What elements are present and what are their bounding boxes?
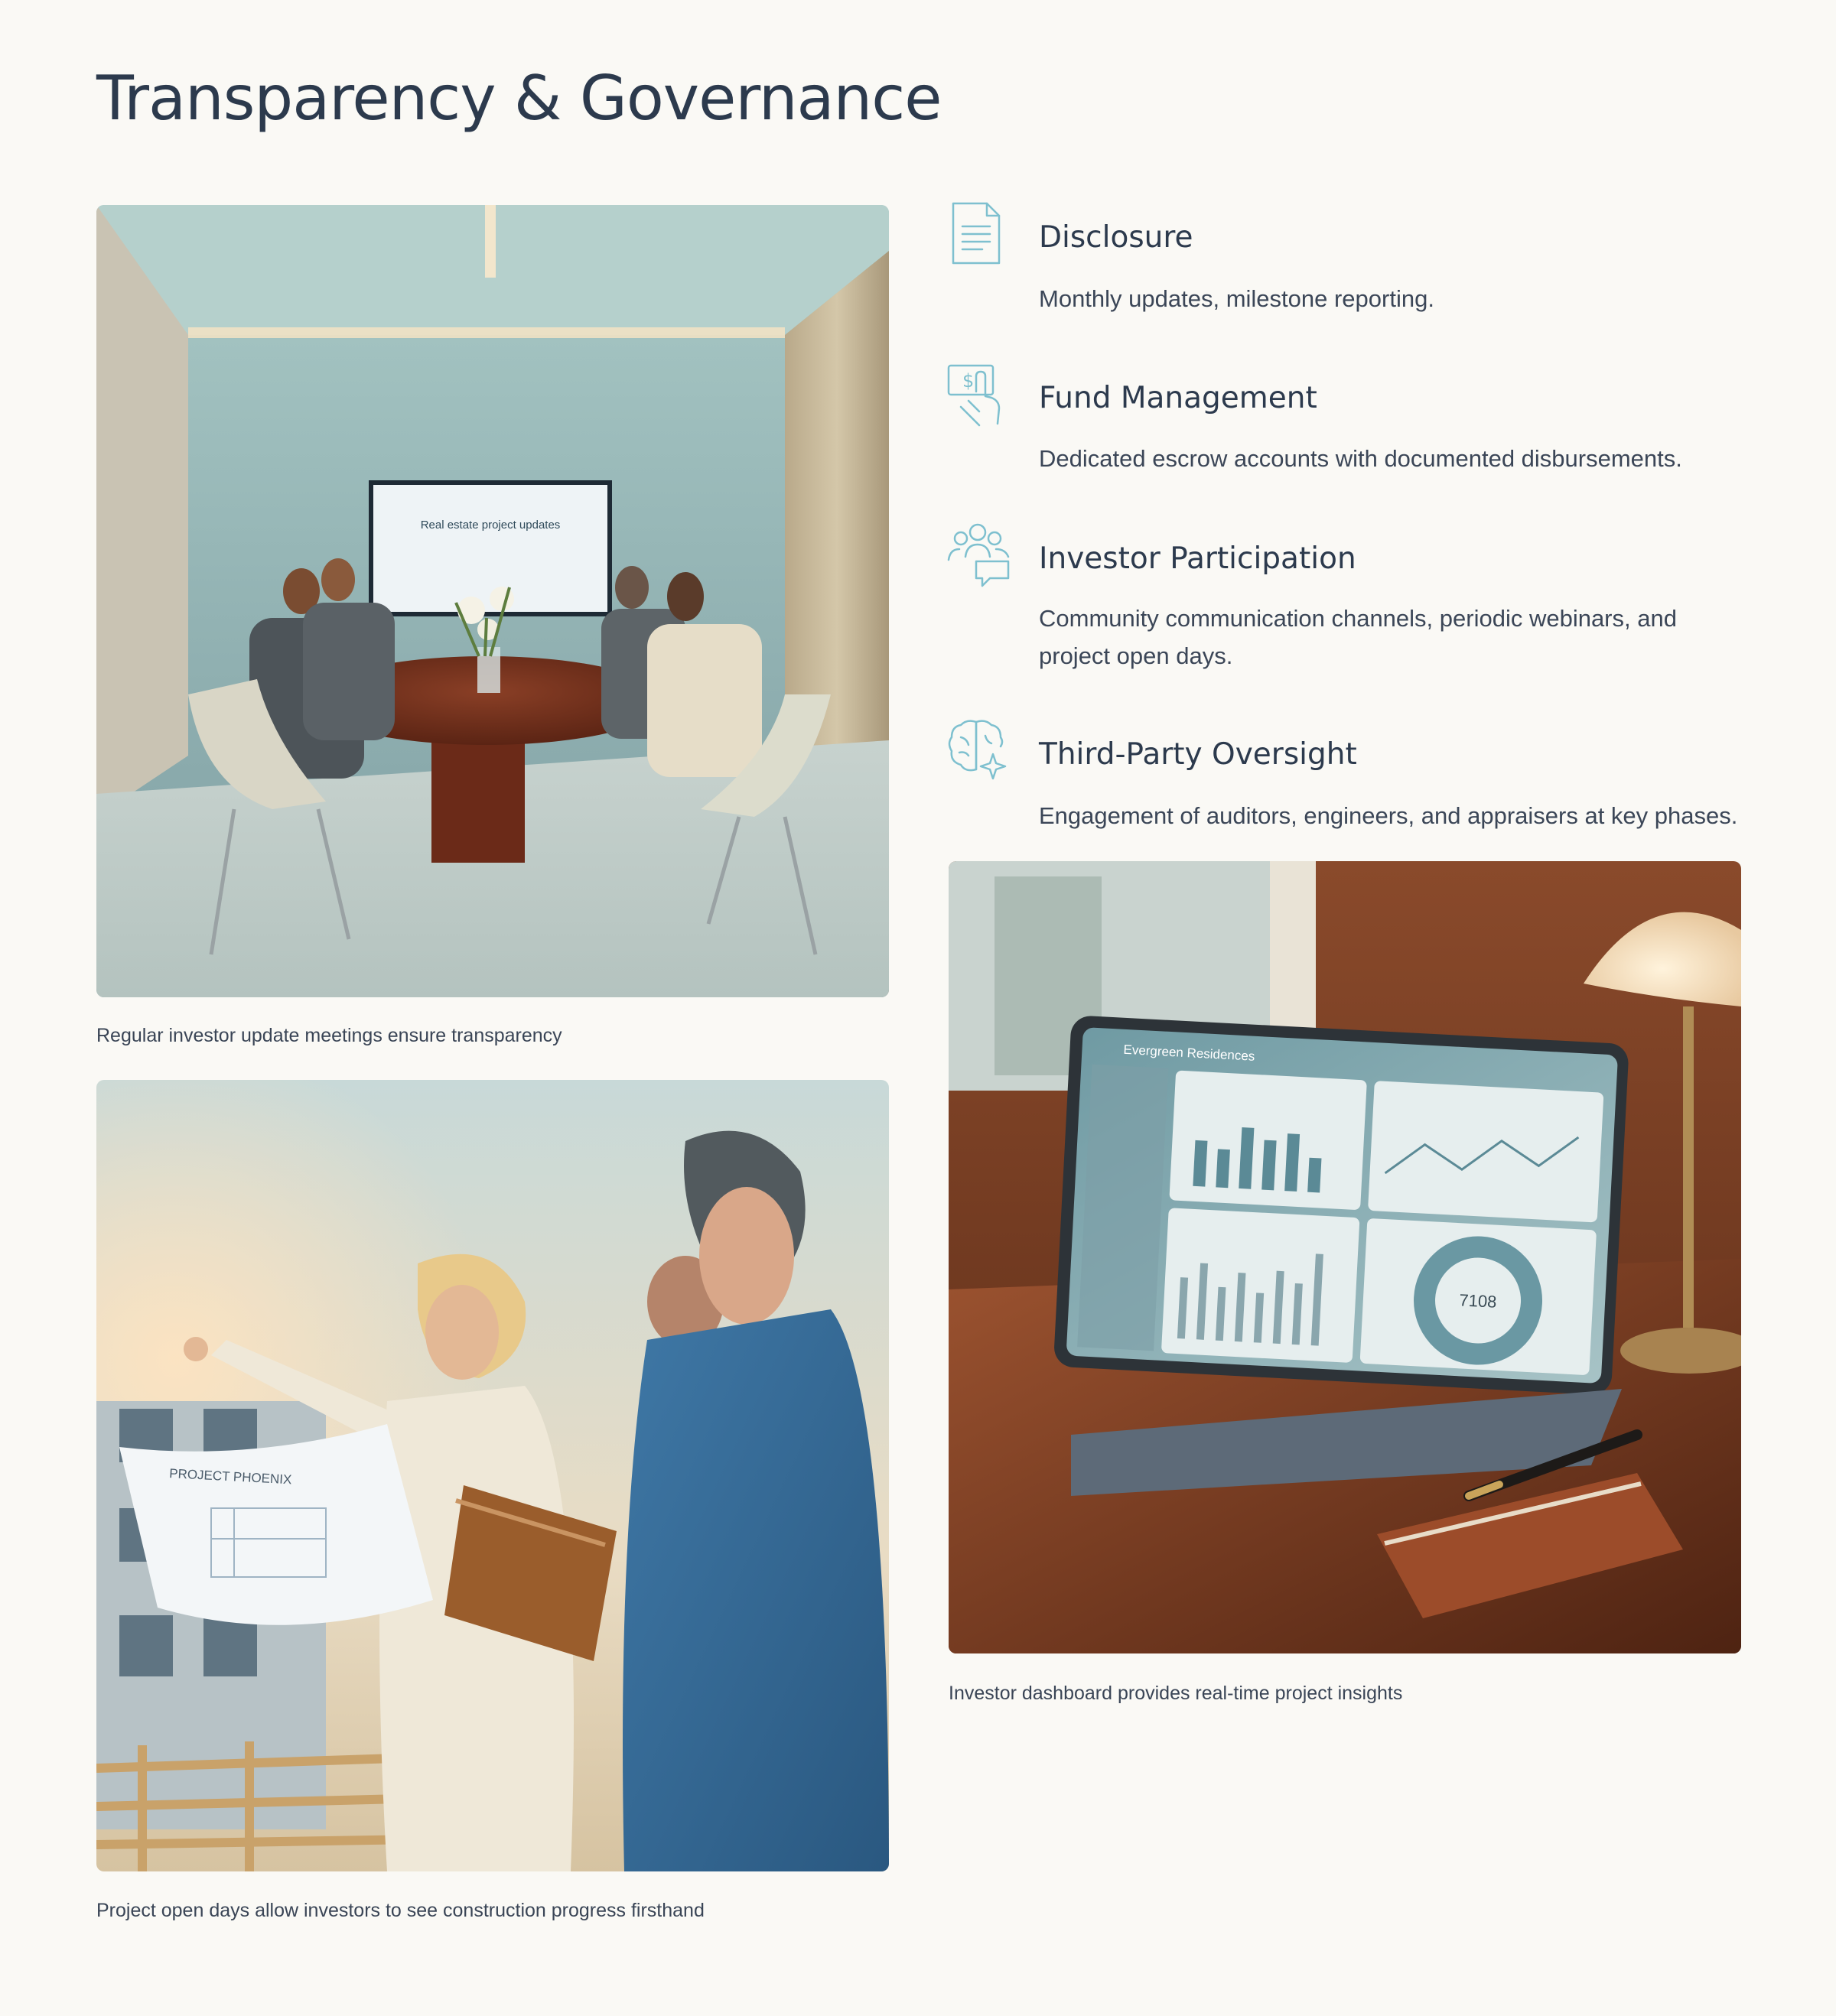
fund-management-description: Dedicated escrow accounts with documented disbursements.	[1039, 445, 1682, 472]
investor-participation-description: Community communication channels, periodic webinars, and project open days.	[1039, 605, 1677, 669]
fund-management-title: Fund Management	[1039, 381, 1317, 415]
meeting-photo	[96, 205, 889, 997]
site-visit-photo	[96, 1080, 889, 1871]
money-hand-icon	[946, 361, 1011, 427]
dashboard-photo	[949, 861, 1741, 1653]
blueprint-label: PROJECT PHOENIX	[168, 1466, 292, 1488]
dashboard-app-title: Evergreen Residences	[1123, 1042, 1255, 1064]
dashboard-center-value: 7108	[1458, 1290, 1498, 1312]
page-title: Transparency & Governance	[96, 63, 942, 134]
third-party-oversight-description: Engagement of auditors, engineers, and appraisers at key phases.	[1039, 802, 1738, 829]
svg-text:$: $	[962, 370, 975, 392]
dashboard-photo-caption: Investor dashboard provides real-time project insights	[949, 1683, 1403, 1704]
meeting-photo-caption: Regular investor update meetings ensure transparency	[96, 1025, 562, 1046]
site-visit-photo-caption: Project open days allow investors to see construction progress firsthand	[96, 1900, 705, 1921]
people-chat-icon	[946, 522, 1011, 587]
investor-participation-title: Investor Participation	[1039, 541, 1356, 576]
disclosure-description: Monthly updates, milestone reporting.	[1039, 285, 1434, 312]
brain-sparkle-icon	[946, 717, 1011, 783]
tv-screen-text: Real estate project updates	[420, 519, 561, 532]
disclosure-title: Disclosure	[1039, 220, 1193, 255]
third-party-oversight-title: Third-Party Oversight	[1039, 737, 1357, 772]
document-icon	[947, 200, 1013, 266]
